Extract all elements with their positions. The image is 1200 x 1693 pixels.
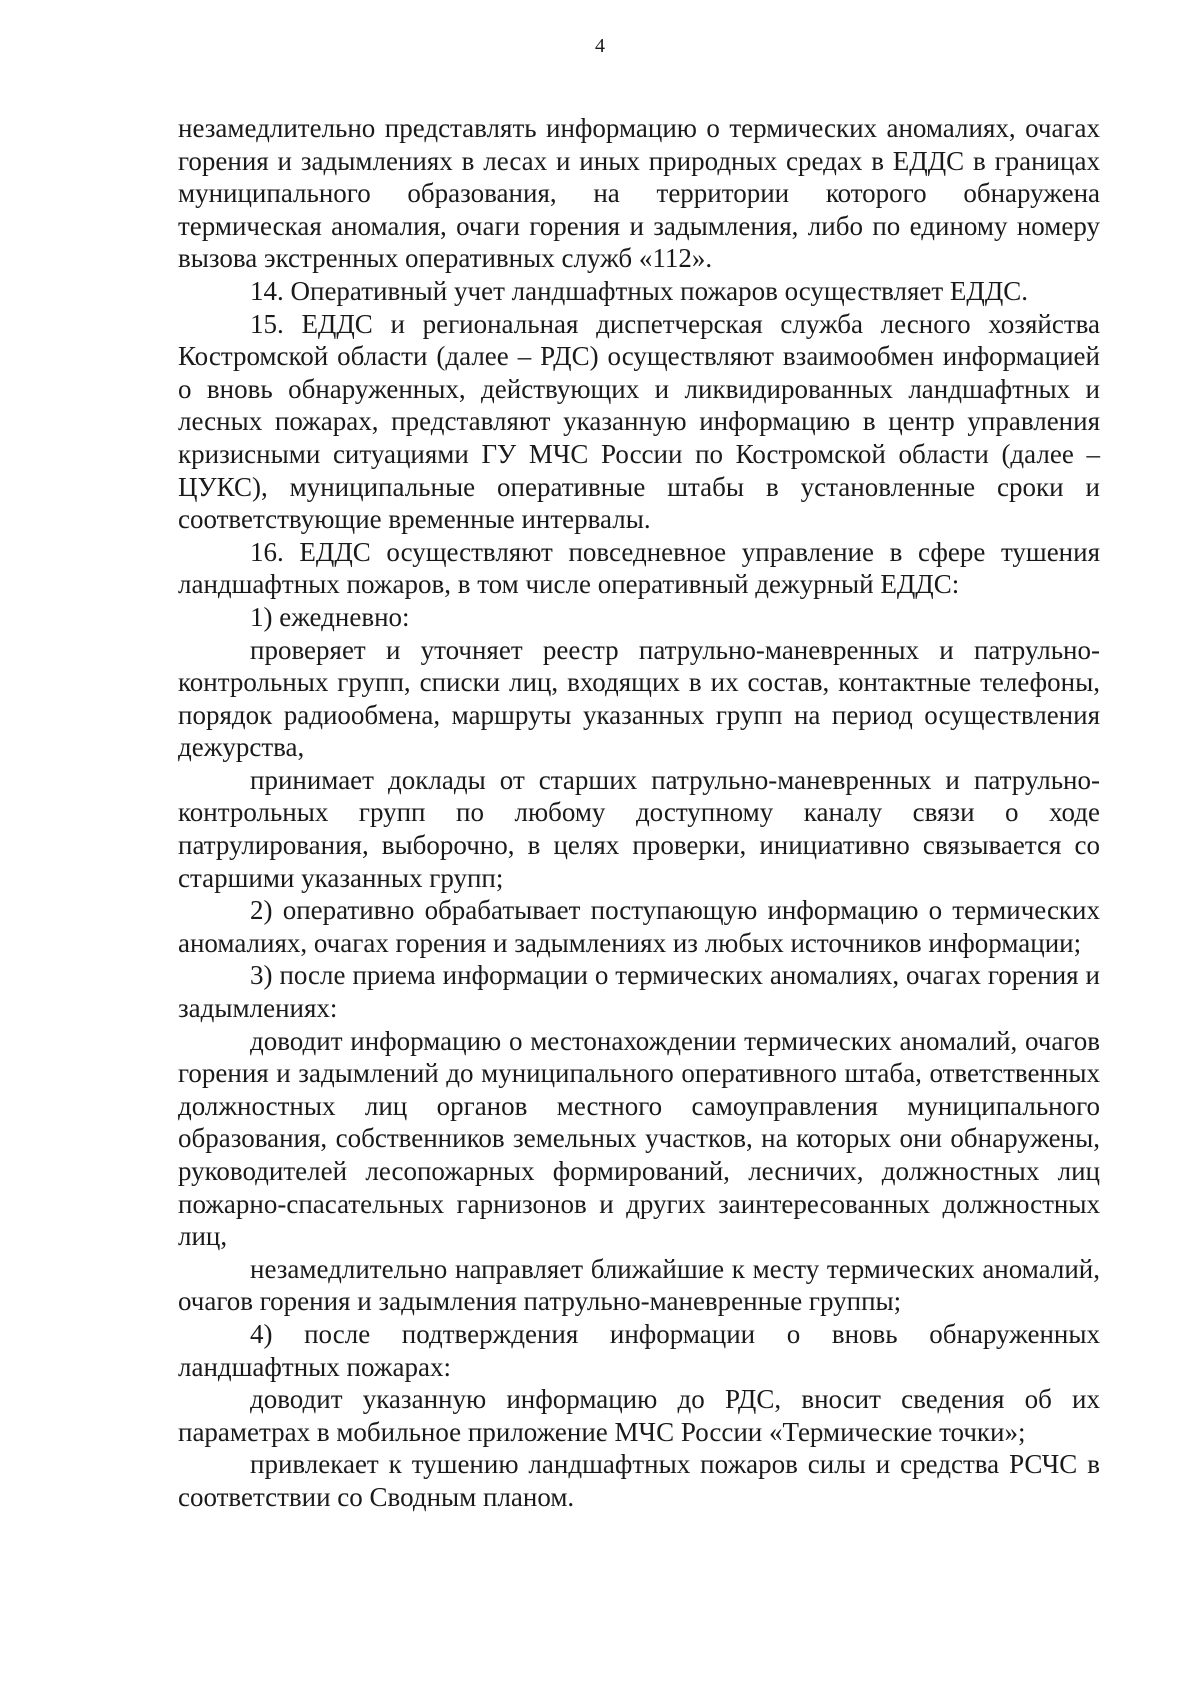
item-1-daily: 1) ежедневно: — [250, 601, 410, 632]
item-3-dispatches-groups: незамедлительно направляет ближайшие к месту термических аномалий, очагов горения и задымления патрульно-маневренные группы; — [178, 1253, 1100, 1317]
document-body — [178, 112, 1100, 1514]
item-4-engages-forces: привлекает к тушению ландшафтных пожаров силы и средства РСЧС в соответствии со Сводным планом. — [178, 1449, 1100, 1512]
item-1-checks-registry: проверяет и уточняет реестр патрульно-маневренных и патрульно-контрольных групп, списки лиц, входящих в их состав, контактные телефоны, порядок радиообмена, маршруты указанных групп на период осуществления дежурства, — [178, 634, 1100, 763]
page-number: 4 — [595, 35, 605, 57]
paragraph-continuation: незамедлительно представлять информацию о термических аномалиях, очагах горения и задымлениях в лесах и иных природных средах в ЕДДС в границах муниципального образования, на территории которого обнаружена термическая аномалия, очаги горения и задымления, либо по единому номеру вызова экстренных оперативных служб «112». — [178, 113, 1100, 274]
item-1-receives-reports: принимает доклады от старших патрульно-маневренных и патрульно-контрольных групп по любому доступному каналу связи о ходе патрулирования, выборочно, в целях проверки, инициативно связывается со старшими указанных групп; — [178, 764, 1100, 893]
item-4-reports-to-rds: доводит указанную информацию до РДС, вносит сведения об их параметрах в мобильное приложение МЧС России «Термические точки»; — [178, 1384, 1100, 1447]
item-4-after-confirmation: 4) после подтверждения информации о вновь обнаруженных ландшафтных пожарах: — [178, 1318, 1100, 1382]
paragraph-16-daily-management: 16. ЕДДС осуществляют повседневное управление в сфере тушения ландшафтных пожаров, в том числе оперативный дежурный ЕДДС: — [178, 536, 1100, 600]
item-2-processes-information: 2) оперативно обрабатывает поступающую информацию о термических аномалиях, очагах горения и задымлениях из любых источников информации; — [178, 895, 1100, 958]
paragraph-15-information-exchange: 15. ЕДДС и региональная диспетчерская служба лесного хозяйства Костромской области (далее – РДС) осуществляют взаимообмен информацией о вновь обнаруженных, действующих и ликвидированных ландшафтных и лесных пожарах, представляют указанную информацию в центр управления кризисными ситуациями ГУ МЧС России по Костромской области (далее – ЦУКС), муниципальные оперативные штабы в установленные сроки и соответствующие временные интервалы. — [178, 308, 1100, 535]
item-3-communicates-location: доводит информацию о местонахождении термических аномалий, очагов горения и задымлений до муниципального оперативного штаба, ответственных должностных лиц органов местного самоуправления муниципального образования, собственников земельных участков, на которых они обнаружены, руководителей лесопожарных формирований, лесничих, должностных лиц пожарно-спасательных гарнизонов и других заинтересованных должностных лиц, — [178, 1025, 1100, 1252]
item-3-after-receiving-information: 3) после приема информации о термических аномалиях, очагах горения и задымлениях: — [178, 960, 1100, 1024]
paragraph-14-operational-accounting: 14. Оперативный учет ландшафтных пожаров осуществляет ЕДДС. — [250, 275, 1029, 306]
